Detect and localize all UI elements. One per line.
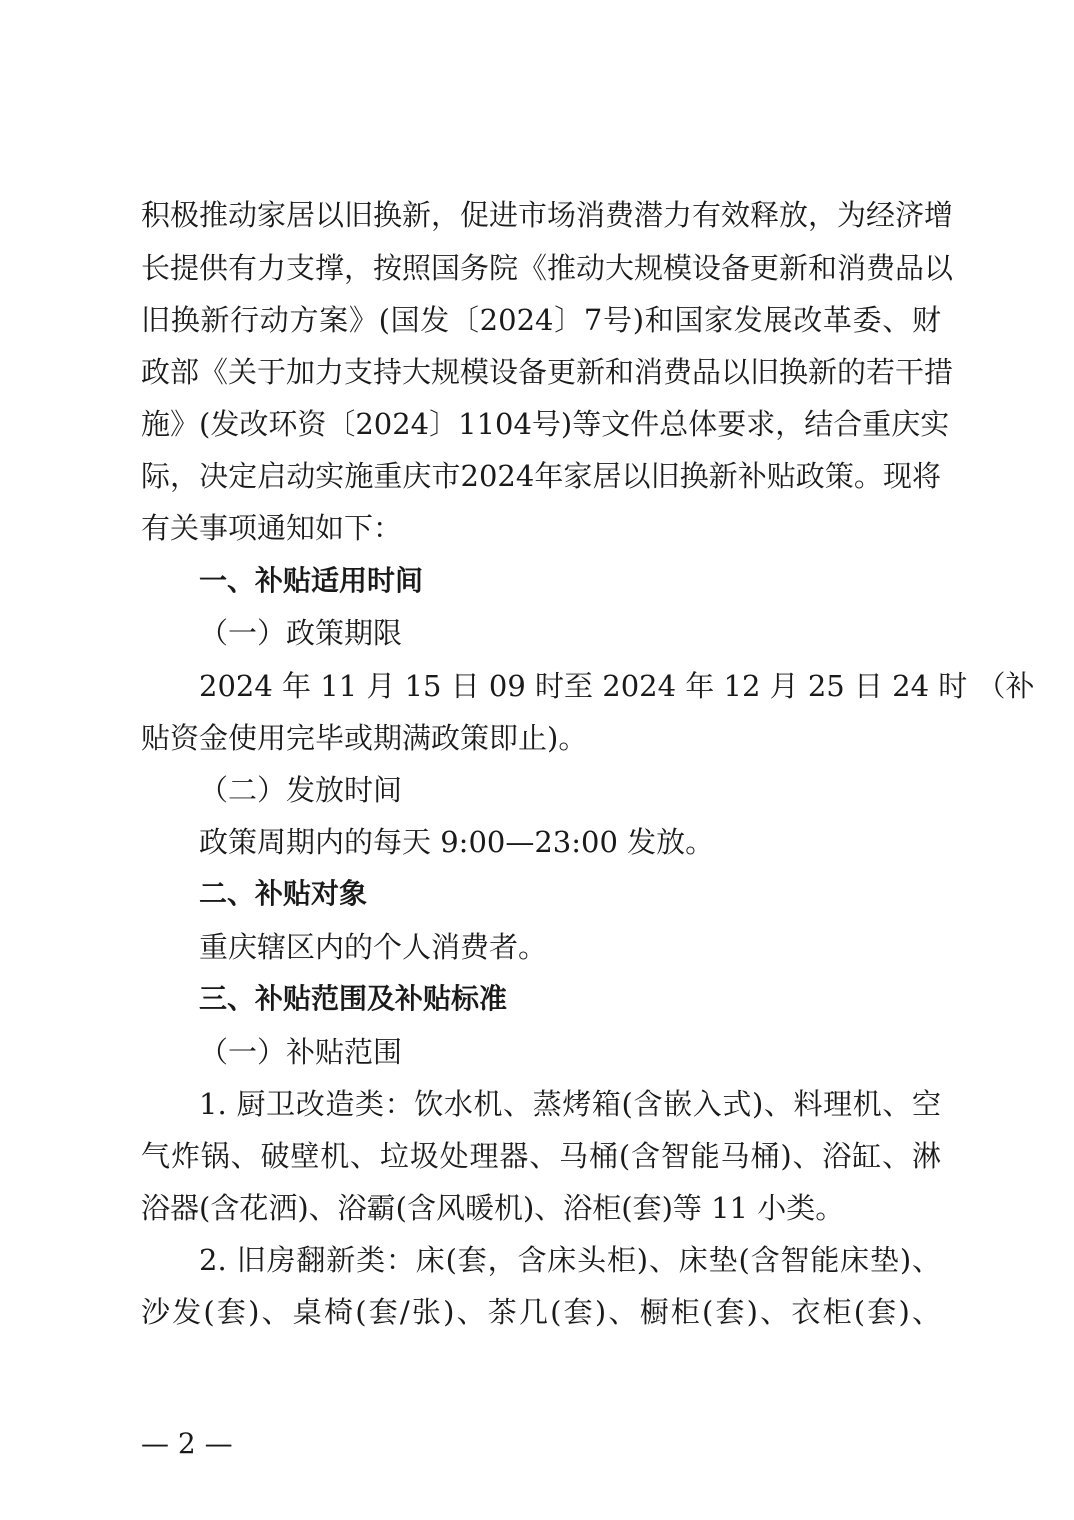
intro-line-6: 际，决定启动实施重庆市2024年家居以旧换新补贴政策。现将 (141, 459, 941, 493)
section-1-heading: 一、补贴适用时间 (199, 564, 424, 597)
section-3-heading: 三、补贴范围及补贴标准 (199, 982, 508, 1015)
section-1-sub-1-line-2: 贴资金使用完毕或期满政策即止)。 (141, 721, 588, 755)
page-number: — 2 — (141, 1427, 233, 1460)
section-1-sub-2-line-1: 政策周期内的每天 9:00—23:00 发放。 (199, 825, 715, 859)
section-1-sub-2-title: （二）发放时间 (199, 773, 403, 807)
section-3-item-1-line-2: 气炸锅、破壁机、垃圾处理器、马桶(含智能马桶)、浴缸、淋 (141, 1139, 941, 1173)
intro-line-1: 积极推动家居以旧换新，促进市场消费潜力有效释放，为经济增 (141, 198, 954, 232)
intro-line-7: 有关事项通知如下： (141, 511, 403, 545)
section-1-sub-1-line-1: 2024 年 11 月 15 日 09 时至 2024 年 12 月 25 日 24 时 （补 (199, 669, 1035, 703)
section-1-sub-1-title: （一）政策期限 (199, 616, 403, 650)
intro-line-5: 施》(发改环资〔2024〕1104号)等文件总体要求，结合重庆实 (141, 407, 950, 441)
intro-line-2: 长提供有力支撑，按照国务院《推动大规模设备更新和消费品以 (141, 251, 954, 285)
intro-line-3: 旧换新行动方案》(国发〔2024〕7号)和国家发展改革委、财 (141, 303, 941, 337)
section-3-item-2-line-1: 2. 旧房翻新类：床(套，含床头柜)、床垫(含智能床垫)、 (199, 1243, 941, 1277)
section-2-line-1: 重庆辖区内的个人消费者。 (199, 930, 548, 964)
section-3-item-1-line-1: 1. 厨卫改造类：饮水机、蒸烤箱(含嵌入式)、料理机、空 (199, 1087, 941, 1121)
section-3-item-1-line-3: 浴器(含花洒)、浴霸(含风暖机)、浴柜(套)等 11 小类。 (141, 1191, 845, 1225)
intro-line-4: 政部《关于加力支持大规模设备更新和消费品以旧换新的若干措 (141, 355, 954, 389)
section-3-item-2-line-2: 沙发(套)、桌椅(套/张)、茶几(套)、橱柜(套)、衣柜(套)、 (141, 1295, 941, 1329)
section-2-heading: 二、补贴对象 (199, 877, 368, 910)
section-3-sub-1-title: （一）补贴范围 (199, 1035, 403, 1069)
